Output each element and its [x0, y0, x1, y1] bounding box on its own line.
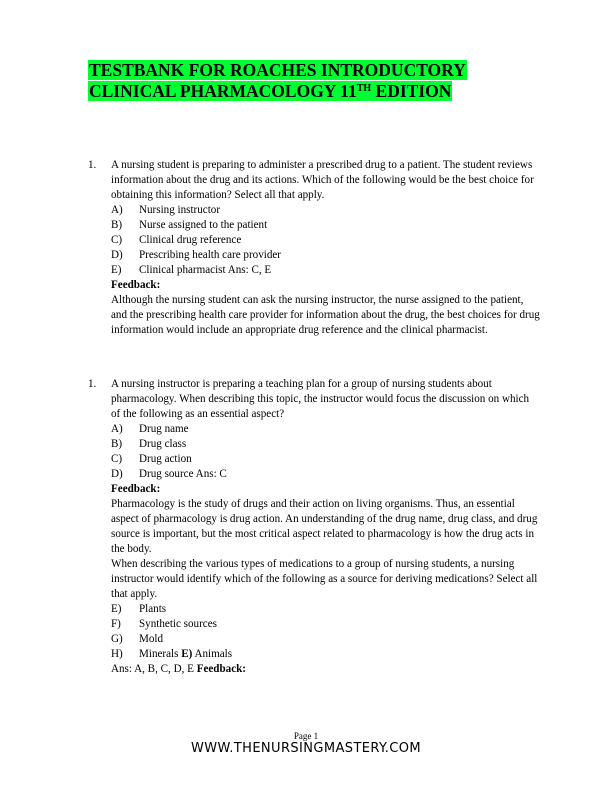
option-letter: A) — [111, 204, 123, 216]
option-row — [111, 233, 540, 248]
option-text: Nursing instructor — [139, 204, 221, 216]
option-letter: F) — [111, 618, 121, 630]
option-letter: H) — [111, 648, 123, 660]
option-text: Mold — [139, 633, 164, 645]
option-letter: B) — [111, 219, 123, 231]
option-text: Drug class — [139, 438, 187, 450]
feedback-label: Feedback: — [111, 483, 161, 495]
feedback-label: Feedback: — [196, 663, 246, 675]
followup-stem: When describing the various types of medications to a group of nursing students, a nursing instructor would identify which of the following as a source for deriving medications? Select all that apply. — [111, 558, 538, 600]
option-text: Drug name — [139, 423, 189, 435]
option-letter: E) — [111, 603, 122, 615]
option-inline-letter: E) — [181, 648, 193, 660]
option-row — [111, 617, 540, 632]
option-row — [111, 467, 540, 482]
document-title — [88, 60, 467, 102]
page-number: Page 1 — [293, 731, 319, 741]
option-text-main: Minerals — [139, 648, 182, 660]
option-row — [111, 437, 540, 452]
website-footer: WWW.THENURSINGMASTERY.COM — [191, 741, 421, 756]
option-text-tail: Animals — [192, 648, 233, 660]
feedback-text: Although the nursing student can ask the nursing instructor, the nurse assigned to the patient, and the prescribing health care provider for information about the drug, the best choices for drug information would include an appropriate drug reference and the clinical pharmacist. — [111, 294, 540, 336]
title-line-1: TESTBANK FOR ROACHES INTRODUCTORY — [89, 60, 466, 80]
answer-text: Ans: A, B, C, D, E — [111, 663, 197, 675]
question-stem: A nursing student is preparing to administer a prescribed drug to a patient. The student reviews information about the drug and its actions. Which of the following would be the best choice for obtaining this information? Select all that apply. — [111, 159, 534, 201]
option-row — [111, 602, 540, 617]
question-number: 1. — [88, 159, 97, 171]
option-text — [139, 647, 540, 662]
option-row — [111, 647, 540, 662]
title-line-2-text: CLINICAL PHARMACOLOGY 11 — [89, 81, 357, 101]
option-text: Nurse assigned to the patient — [139, 219, 268, 231]
option-text: Synthetic sources — [139, 618, 217, 630]
question-2 — [88, 377, 540, 677]
option-letter: C) — [111, 234, 123, 246]
option-text: Clinical drug reference — [139, 234, 242, 246]
question-number: 1. — [88, 378, 97, 390]
feedback-label: Feedback: — [111, 279, 161, 291]
feedback-text: Pharmacology is the study of drugs and their action on living organisms. Thus, an essential aspect of pharmacology is drug action. An understanding of the drug name, drug class, and drug source is important, but the most critical aspect related to pharmacology is how the drug acts in the body. — [111, 498, 538, 555]
option-text: Clinical pharmacist Ans: C, E — [139, 264, 272, 276]
option-row — [111, 422, 540, 437]
option-text: Drug source Ans: C — [139, 468, 227, 480]
option-row — [111, 248, 540, 263]
option-row — [111, 218, 540, 233]
option-letter: G) — [111, 633, 123, 645]
title-line-2-end: EDITION — [371, 81, 452, 101]
option-text: Prescribing health care provider — [139, 249, 282, 261]
option-letter: A) — [111, 423, 123, 435]
title-superscript: TH — [356, 83, 372, 94]
option-letter: D) — [111, 468, 123, 480]
option-letter: E) — [111, 264, 122, 276]
answer-line — [111, 662, 540, 677]
question-stem: A nursing instructor is preparing a teaching plan for a group of nursing students about pharmacology. When describing this topic, the instructor would focus the discussion on which of the following as an essential aspect? — [111, 378, 530, 420]
option-letter: B) — [111, 438, 123, 450]
option-letter: C) — [111, 453, 123, 465]
option-row — [111, 203, 540, 218]
title-line-2 — [88, 81, 452, 101]
question-1 — [88, 158, 540, 338]
option-text: Drug action — [139, 453, 192, 465]
option-row — [111, 632, 540, 647]
option-letter: D) — [111, 249, 123, 261]
option-row — [111, 452, 540, 467]
option-text: Plants — [139, 603, 167, 615]
option-row — [111, 263, 540, 278]
